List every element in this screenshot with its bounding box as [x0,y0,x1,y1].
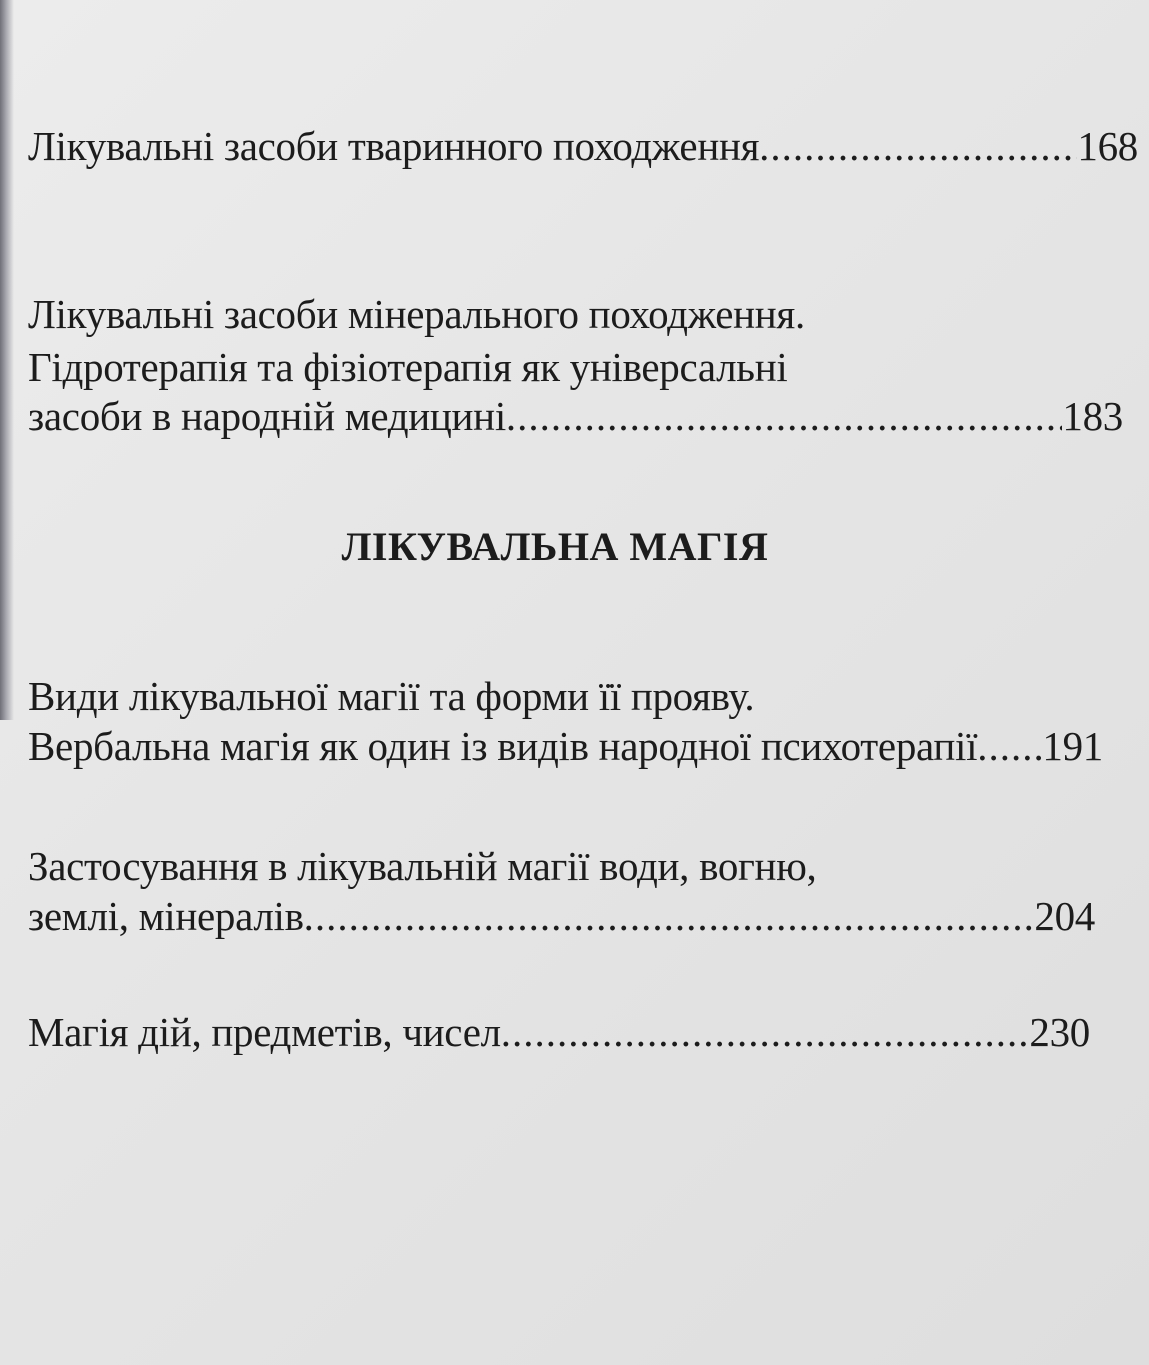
page-edge-shadow [0,0,14,720]
dot-leader [304,892,1035,940]
toc-entry-action-magic[interactable] [28,1008,1090,1056]
toc-page-number: 168 [1077,123,1138,169]
toc-entry-title: Магія дій, предметів, чисел [28,1009,501,1055]
toc-entry-title: Вербальна магія як один із видів народної психотерапії [28,723,978,769]
toc-page-number: 191 [1042,723,1103,769]
toc-entry-elements-magic-line-1[interactable]: Застосування в лікувальній магії води, вогню, [28,843,817,889]
toc-entry-mineral-remedies-line-2[interactable]: Гідротерапія та фізіотерапія як універсальні [28,344,788,390]
toc-entry-magic-types-line-1[interactable]: Види лікувальної магії та форми її прояву. [28,673,755,719]
toc-entry-title: засоби в народній медицині [28,393,506,439]
toc-entry-magic-types[interactable] [28,722,1103,770]
toc-page-number: 230 [1029,1009,1090,1055]
toc-page-number: 183 [1062,393,1123,439]
toc-page-number: 204 [1034,893,1095,939]
dot-leader [977,722,1042,770]
toc-entry-mineral-remedies[interactable] [28,392,1123,440]
dot-leader [501,1008,1030,1056]
toc-entry-title: Лікувальні засоби тваринного походження [28,123,760,169]
toc-entry-title: землі, мінералів [28,893,304,939]
dot-leader [759,122,1077,170]
dot-leader [506,392,1062,440]
toc-entry-elements-magic[interactable] [28,892,1095,940]
toc-entry-animal-remedies[interactable] [28,122,1138,170]
section-heading: ЛІКУВАЛЬНА МАГІЯ [341,524,769,569]
toc-entry-mineral-remedies-line-1[interactable]: Лікувальні засоби мінерального походження. [28,291,805,337]
